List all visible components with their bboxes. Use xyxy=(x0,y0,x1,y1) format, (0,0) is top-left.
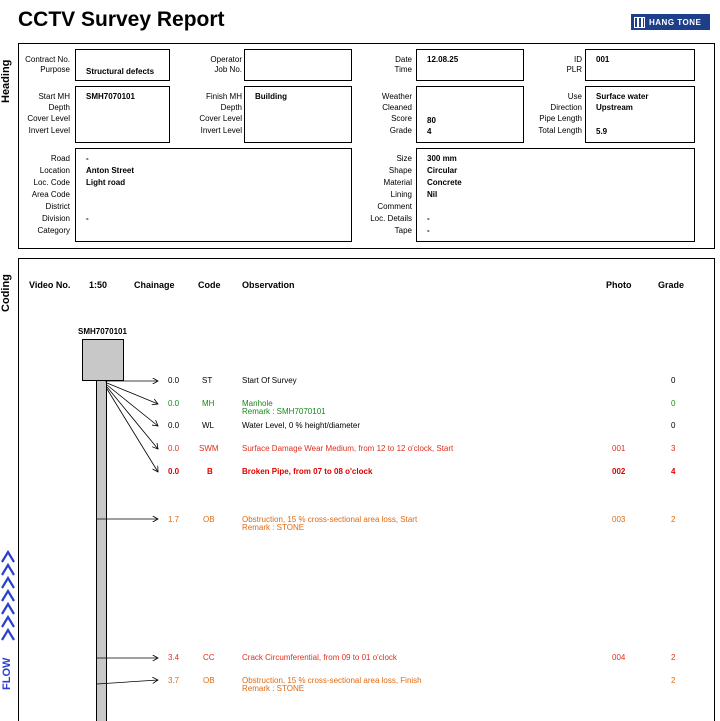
chainage-value: 0.0 xyxy=(168,421,180,430)
observation-text: Crack Circumferential, from 09 to 01 o'clock xyxy=(242,653,397,662)
code-value: ST xyxy=(202,376,213,385)
chainage-value: 0.0 xyxy=(168,467,180,476)
col-grade: Grade xyxy=(658,280,685,290)
comment-label: Comment xyxy=(377,202,412,211)
chainage-value: 1.7 xyxy=(168,515,180,524)
depth-label: Depth xyxy=(48,103,70,112)
material-label: Material xyxy=(383,178,412,187)
code-value: CC xyxy=(203,653,215,662)
division-value: - xyxy=(86,214,89,223)
observation-remark: Remark : SMH7070101 xyxy=(242,407,326,416)
photo-value: 001 xyxy=(612,444,626,453)
shape-value: Circular xyxy=(427,166,458,175)
division-label: Division xyxy=(41,214,70,223)
shape-label: Shape xyxy=(388,166,412,175)
category-label: Category xyxy=(37,226,70,235)
observation-text: Manhole xyxy=(242,399,273,408)
photo-value: 002 xyxy=(612,467,626,476)
grade-value: 0 xyxy=(671,376,676,385)
page-title: CCTV Survey Report xyxy=(18,8,225,31)
use-value: Surface water xyxy=(596,92,649,101)
code-value: B xyxy=(207,467,213,476)
operator-label: Operator xyxy=(210,55,242,64)
depth2-label: Depth xyxy=(220,103,242,112)
road-label: Road xyxy=(50,154,70,163)
grade-value: 2 xyxy=(671,676,676,685)
pipe-length-label: Pipe Length xyxy=(539,114,582,123)
time-label: Time xyxy=(394,65,412,74)
id-label: ID xyxy=(574,55,582,64)
col-scale: 1:50 xyxy=(89,280,108,290)
code-value: OB xyxy=(203,676,215,685)
grade-value: 2 xyxy=(671,515,676,524)
col-code: Code xyxy=(198,280,221,290)
tape-label: Tape xyxy=(394,226,412,235)
material-value: Concrete xyxy=(427,178,462,187)
observation-text: Broken Pipe, from 07 to 08 o'clock xyxy=(242,467,373,476)
grade-value: 4 xyxy=(427,127,432,136)
use-label: Use xyxy=(567,92,582,101)
col-observation: Observation xyxy=(242,280,295,290)
total-length-value: 5.9 xyxy=(596,127,608,136)
size-value: 300 mm xyxy=(427,154,457,163)
code-value: SWM xyxy=(199,444,219,453)
loc-code-value: Light road xyxy=(86,178,126,187)
score-label: Score xyxy=(391,114,412,123)
id-value: 001 xyxy=(596,55,610,64)
weather-label: Weather xyxy=(381,92,412,101)
observation-text: Obstruction, 15 % cross-sectional area loss, Finish xyxy=(242,676,422,685)
purpose-value: Structural defects xyxy=(86,67,155,76)
observation-text: Obstruction, 15 % cross-sectional area loss, Start xyxy=(242,515,418,524)
chainage-value: 0.0 xyxy=(168,399,180,408)
finish-mh-value: Building xyxy=(255,92,287,101)
lining-value: Nil xyxy=(427,190,438,199)
date-label: Date xyxy=(395,55,412,64)
flow-arrows-icon xyxy=(0,548,18,648)
loc-details-value: - xyxy=(427,214,430,223)
invert-level-label: Invert Level xyxy=(28,126,70,135)
observation-text: Surface Damage Wear Medium, from 12 to 12 o'clock, Start xyxy=(242,444,454,453)
road-value: - xyxy=(86,154,89,163)
cleaned-label: Cleaned xyxy=(382,103,412,112)
cover-level-label: Cover Level xyxy=(27,114,70,123)
direction-value: Upstream xyxy=(596,103,633,112)
start-mh-label: Start MH xyxy=(38,92,70,101)
observation-remark: Remark : STONE xyxy=(242,523,305,532)
grade-value: 3 xyxy=(671,444,676,453)
code-value: MH xyxy=(202,399,215,408)
date-value: 12.08.25 xyxy=(427,55,459,64)
start-manhole-label: SMH7070101 xyxy=(78,327,127,336)
job-no-label: Job No. xyxy=(214,65,242,74)
chainage-value: 3.7 xyxy=(168,676,180,685)
tape-value: - xyxy=(427,226,430,235)
coding-side-label: Coding xyxy=(0,274,12,312)
observation-remark: Remark : STONE xyxy=(242,684,305,693)
direction-label: Direction xyxy=(550,103,582,112)
grade-value: 0 xyxy=(671,399,676,408)
district-label: District xyxy=(45,202,70,211)
photo-value: 004 xyxy=(612,653,626,662)
grade-value: 2 xyxy=(671,653,676,662)
start-mh-value: SMH7070101 xyxy=(86,92,135,101)
location-value: Anton Street xyxy=(86,166,134,175)
col-video-no: Video No. xyxy=(29,280,71,290)
total-length-label: Total Length xyxy=(538,126,582,135)
purpose-label: Purpose xyxy=(40,65,70,74)
flow-label: FLOW xyxy=(1,657,13,690)
chainage-value: 0.0 xyxy=(168,376,180,385)
grade-value: 4 xyxy=(671,467,676,476)
contract-no-label: Contract No. xyxy=(25,55,70,64)
observation-text: Water Level, 0 % height/diameter xyxy=(242,421,360,430)
logo-text: HANG TONE xyxy=(649,17,702,27)
location-label: Location xyxy=(39,166,70,175)
col-photo: Photo xyxy=(606,280,632,290)
grade-label: Grade xyxy=(389,126,412,135)
score-value: 80 xyxy=(427,116,436,125)
size-label: Size xyxy=(396,154,412,163)
col-chainage: Chainage xyxy=(134,280,175,290)
finish-mh-label: Finish MH xyxy=(205,92,242,101)
lining-label: Lining xyxy=(390,190,412,199)
heading-side-label: Heading xyxy=(0,59,12,103)
invert-level2-label: Invert Level xyxy=(200,126,242,135)
loc-details-label: Loc. Details xyxy=(370,214,412,223)
code-value: WL xyxy=(202,421,214,430)
cover-level2-label: Cover Level xyxy=(199,114,242,123)
observation-text: Start Of Survey xyxy=(242,376,297,385)
plr-label: PLR xyxy=(566,65,582,74)
chainage-value: 0.0 xyxy=(168,444,180,453)
code-value: OB xyxy=(203,515,215,524)
chainage-value: 3.4 xyxy=(168,653,180,662)
grade-value: 0 xyxy=(671,421,676,430)
loc-code-label: Loc. Code xyxy=(33,178,70,187)
area-code-label: Area Code xyxy=(31,190,70,199)
photo-value: 003 xyxy=(612,515,626,524)
